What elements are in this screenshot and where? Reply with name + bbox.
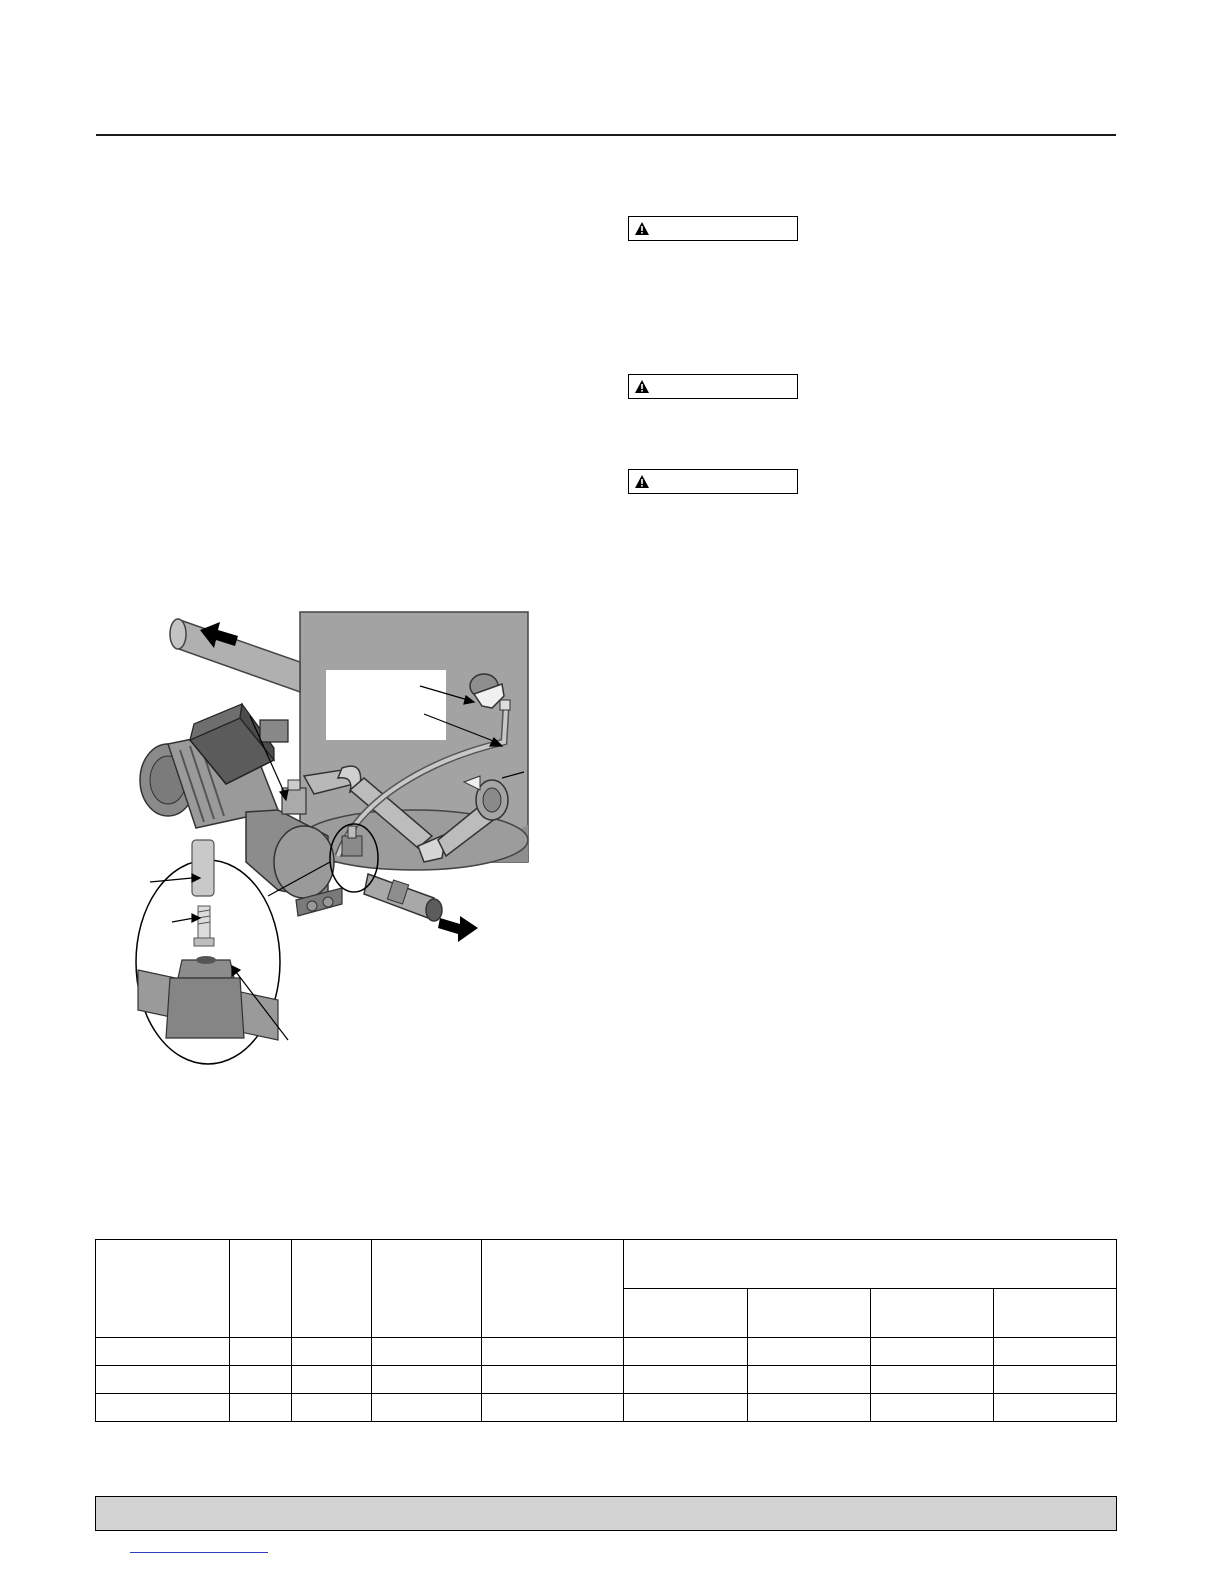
bottom-link-underline[interactable] — [130, 1552, 268, 1553]
table-cell — [292, 1394, 372, 1422]
column-header — [372, 1240, 482, 1338]
table-cell — [372, 1338, 482, 1366]
table-cell — [96, 1366, 230, 1394]
table-cell — [292, 1338, 372, 1366]
table-row — [96, 1366, 1117, 1394]
table-cell — [747, 1394, 870, 1422]
table-cell — [96, 1338, 230, 1366]
warning-triangle-icon — [635, 222, 649, 235]
warning-triangle-icon — [635, 380, 649, 393]
table-cell — [624, 1394, 747, 1422]
column-header — [292, 1240, 372, 1338]
column-header — [747, 1289, 870, 1338]
top-rule — [96, 134, 1116, 136]
warning-box — [628, 216, 798, 241]
table-row — [96, 1394, 1117, 1422]
table-cell — [230, 1366, 292, 1394]
table-cell — [870, 1338, 993, 1366]
column-header — [993, 1289, 1116, 1338]
table-cell — [624, 1338, 747, 1366]
table-cell — [230, 1338, 292, 1366]
spec-table — [95, 1239, 1117, 1422]
pump-installation-figure — [128, 600, 538, 1080]
table-cell — [993, 1338, 1116, 1366]
table-cell — [993, 1366, 1116, 1394]
table-cell — [993, 1394, 1116, 1422]
table-cell — [870, 1366, 993, 1394]
table-cell — [372, 1366, 482, 1394]
label-blank — [326, 670, 446, 740]
column-header — [624, 1289, 747, 1338]
column-header — [482, 1240, 624, 1338]
column-header — [96, 1240, 230, 1338]
discharge-pipe — [170, 619, 300, 692]
warning-triangle-icon — [635, 475, 649, 488]
warning-box — [628, 374, 798, 399]
table-cell — [747, 1338, 870, 1366]
table-cell — [292, 1366, 372, 1394]
footer-bar — [95, 1496, 1117, 1531]
suction-pipe — [364, 874, 442, 921]
table-row — [96, 1338, 1117, 1366]
table-cell — [96, 1394, 230, 1422]
table-cell — [870, 1394, 993, 1422]
warning-box — [628, 469, 798, 494]
table-cell — [482, 1366, 624, 1394]
table-cell — [482, 1338, 624, 1366]
table-cell — [747, 1366, 870, 1394]
column-header — [230, 1240, 292, 1338]
table-cell — [624, 1366, 747, 1394]
table-cell — [372, 1394, 482, 1422]
flow-arrow-in-icon — [438, 916, 478, 942]
column-header — [870, 1289, 993, 1338]
table-cell — [482, 1394, 624, 1422]
table-cell — [230, 1394, 292, 1422]
column-group-header — [624, 1240, 1117, 1289]
